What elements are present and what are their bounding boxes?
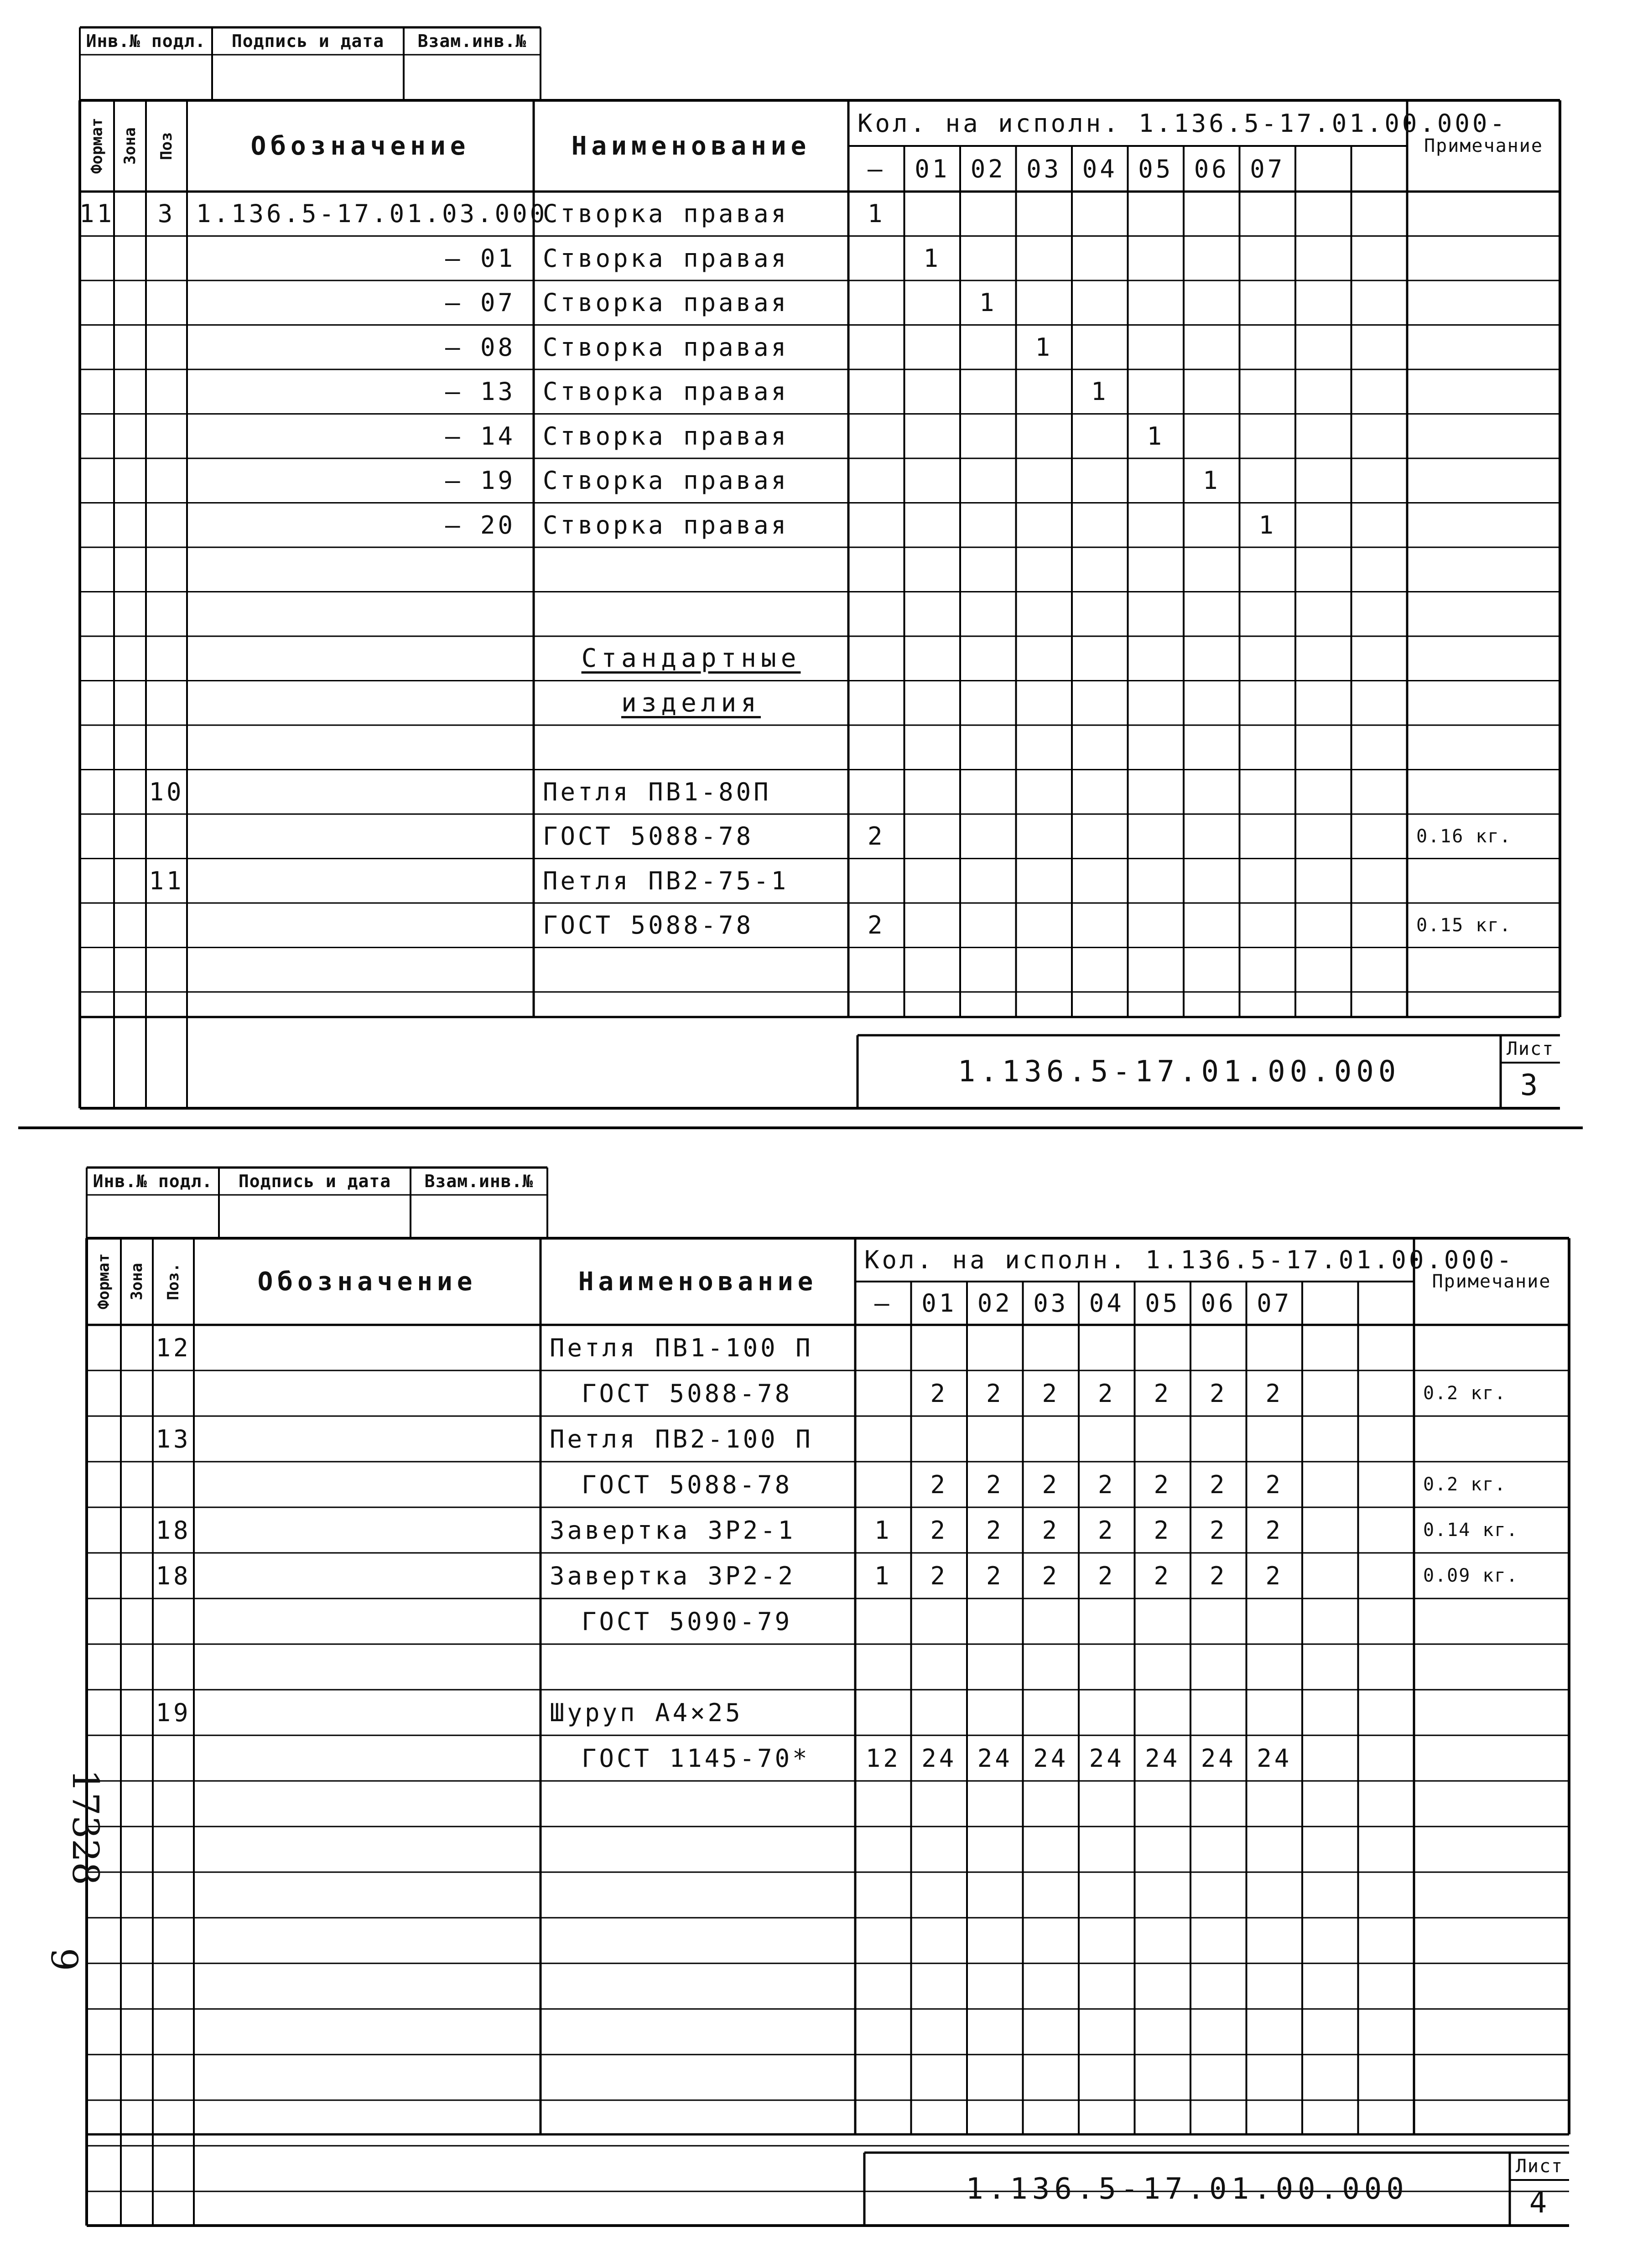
sheet-label: Лист bbox=[1515, 2156, 1564, 2177]
designation-cell: — 20 bbox=[445, 510, 515, 540]
variant-header: 05 bbox=[1138, 154, 1174, 183]
name-header: Наименование bbox=[578, 1266, 818, 1297]
variant-header: 04 bbox=[1089, 1289, 1124, 1318]
name-cell: Шуруп А4×25 bbox=[550, 1698, 743, 1727]
name-cell: Петля ПВ1-100 П bbox=[550, 1333, 813, 1362]
side-note-number: 17328 bbox=[64, 1769, 107, 1885]
qty-cell: 2 bbox=[930, 1470, 948, 1499]
variant-header: 02 bbox=[970, 154, 1006, 183]
pos-cell: 11 bbox=[149, 866, 184, 895]
variant-header: 06 bbox=[1201, 1289, 1236, 1318]
qty-cell: 1 bbox=[874, 1561, 892, 1590]
pos-header: Поз. bbox=[164, 1263, 182, 1300]
pos-cell: 18 bbox=[156, 1561, 191, 1590]
designation-header: Обозначение bbox=[250, 131, 470, 161]
qty-cell: 2 bbox=[1097, 1470, 1116, 1499]
qty-cell: 12 bbox=[865, 1744, 901, 1773]
name-cell: Створка правая bbox=[543, 288, 789, 317]
variant-header: 01 bbox=[915, 154, 950, 183]
qty-cell: 2 bbox=[986, 1515, 1004, 1545]
name-cell: Стандартные bbox=[581, 644, 801, 674]
qty-cell: 1 bbox=[1091, 377, 1109, 406]
qty-cell: 1 bbox=[923, 244, 941, 273]
name-cell: Створка правая bbox=[543, 199, 789, 228]
format-header: Формат bbox=[88, 118, 106, 174]
sheet-separator bbox=[18, 1126, 1583, 1129]
qty-cell: 1 bbox=[1202, 466, 1221, 495]
qty-cell: 2 bbox=[1042, 1379, 1060, 1408]
qty-cell: 2 bbox=[1097, 1515, 1116, 1545]
zone-header: Зона bbox=[128, 1263, 146, 1300]
qty-cell: 24 bbox=[1201, 1744, 1236, 1773]
variant-header: — bbox=[867, 154, 885, 183]
name-cell: Завертка ЗР2-1 bbox=[550, 1515, 796, 1545]
qty-cell: 1 bbox=[1035, 332, 1053, 362]
qty-cell: 24 bbox=[1089, 1744, 1124, 1773]
designation-cell: — 01 bbox=[445, 244, 515, 273]
name-cell: Створка правая bbox=[543, 421, 789, 451]
name-cell: Створка правая bbox=[543, 377, 789, 406]
designation-cell: 1.136.5-17.01.03.000 bbox=[196, 199, 548, 228]
variant-header bbox=[1302, 1282, 1358, 1325]
qty-cell: 2 bbox=[1265, 1515, 1283, 1545]
variant-header: 07 bbox=[1250, 154, 1285, 183]
pos-cell: 12 bbox=[156, 1333, 191, 1362]
variant-header: 01 bbox=[921, 1289, 957, 1318]
qty-title-header: Кол. на исполн. 1.136.5-17.01.00.000- bbox=[858, 109, 1507, 138]
note-cell: 0.09 кг. bbox=[1423, 1565, 1518, 1586]
format-header: Формат bbox=[94, 1253, 113, 1310]
variant-header: 06 bbox=[1194, 154, 1229, 183]
stamp-label: Инв.№ подл. bbox=[93, 1171, 213, 1191]
designation-cell: — 13 bbox=[445, 377, 515, 406]
qty-cell: 24 bbox=[977, 1744, 1013, 1773]
qty-title-header: Кол. на исполн. 1.136.5-17.01.00.000- bbox=[864, 1246, 1514, 1274]
qty-cell: 2 bbox=[986, 1379, 1004, 1408]
qty-cell: 2 bbox=[1209, 1379, 1227, 1408]
stamp-label: Подпись и дата bbox=[238, 1171, 391, 1191]
qty-cell: 2 bbox=[1154, 1379, 1171, 1408]
note-header: Примечание bbox=[1432, 1271, 1551, 1292]
pos-cell: 13 bbox=[156, 1424, 191, 1453]
qty-cell: 2 bbox=[867, 911, 885, 940]
name-cell: ГОСТ 5090-79 bbox=[582, 1607, 793, 1636]
stamp-label: Взам.инв.№ bbox=[417, 31, 527, 51]
qty-cell: 24 bbox=[1257, 1744, 1292, 1773]
side-page-number: 9 bbox=[42, 1948, 85, 1971]
designation-cell: — 08 bbox=[445, 332, 515, 362]
note-cell: 0.16 кг. bbox=[1416, 825, 1512, 847]
qty-cell: 1 bbox=[874, 1515, 892, 1545]
document-code: 1.136.5-17.01.00.000 bbox=[957, 1055, 1401, 1089]
name-cell: Завертка ЗР2-2 bbox=[550, 1561, 796, 1590]
qty-cell: 2 bbox=[1265, 1561, 1283, 1590]
name-cell: ГОСТ 5088-78 bbox=[582, 1379, 793, 1408]
pos-cell: 3 bbox=[157, 199, 176, 228]
qty-cell: 2 bbox=[1097, 1379, 1116, 1408]
name-cell: Петля ПВ2-75-1 bbox=[543, 866, 789, 895]
qty-cell: 2 bbox=[1209, 1561, 1227, 1590]
sheet-number: 3 bbox=[1520, 1069, 1541, 1102]
qty-cell: 24 bbox=[1033, 1744, 1069, 1773]
stamp-label: Инв.№ подл. bbox=[86, 31, 206, 51]
variant-header: 04 bbox=[1082, 154, 1118, 183]
name-cell: Створка правая bbox=[543, 510, 789, 540]
stamp-label: Подпись и дата bbox=[231, 31, 385, 51]
name-cell: ГОСТ 5088-78 bbox=[543, 822, 754, 851]
name-cell: Створка правая bbox=[543, 244, 789, 273]
qty-cell: 1 bbox=[1147, 421, 1164, 451]
name-cell: Створка правая bbox=[543, 466, 789, 495]
name-cell: ГОСТ 5088-78 bbox=[582, 1470, 793, 1499]
name-cell: Створка правая bbox=[543, 332, 789, 362]
pos-header: Поз bbox=[157, 132, 176, 160]
note-cell: 0.14 кг. bbox=[1423, 1520, 1518, 1541]
variant-header: 07 bbox=[1257, 1289, 1292, 1318]
qty-cell: 2 bbox=[1042, 1470, 1060, 1499]
qty-cell: 2 bbox=[1265, 1470, 1283, 1499]
variant-header: 03 bbox=[1026, 154, 1062, 183]
qty-cell: 2 bbox=[1042, 1561, 1060, 1590]
qty-cell: 2 bbox=[986, 1470, 1004, 1499]
note-cell: 0.2 кг. bbox=[1423, 1383, 1507, 1404]
designation-cell: — 19 bbox=[445, 466, 515, 495]
qty-cell: 1 bbox=[979, 288, 997, 317]
format-cell: 11 bbox=[79, 199, 115, 228]
qty-cell: 2 bbox=[1097, 1561, 1116, 1590]
qty-cell: 2 bbox=[1042, 1515, 1060, 1545]
qty-cell: 1 bbox=[867, 199, 885, 228]
qty-cell: 2 bbox=[1265, 1379, 1283, 1408]
zone-header: Зона bbox=[121, 127, 139, 165]
pos-cell: 10 bbox=[149, 777, 184, 806]
name-cell: ГОСТ 5088-78 bbox=[543, 911, 754, 940]
qty-cell: 2 bbox=[986, 1561, 1004, 1590]
name-cell: Петля ПВ2-100 П bbox=[550, 1424, 813, 1453]
document-code: 1.136.5-17.01.00.000 bbox=[966, 2172, 1409, 2206]
name-header: Наименование bbox=[571, 131, 811, 161]
qty-cell: 24 bbox=[921, 1744, 957, 1773]
qty-cell: 2 bbox=[1154, 1561, 1171, 1590]
designation-header: Обозначение bbox=[257, 1266, 477, 1297]
pos-cell: 19 bbox=[156, 1698, 191, 1727]
qty-cell: 2 bbox=[1209, 1470, 1227, 1499]
qty-cell: 2 bbox=[1209, 1515, 1227, 1545]
qty-cell: 1 bbox=[1258, 510, 1276, 540]
designation-cell: — 07 bbox=[445, 288, 515, 317]
sheet-label: Лист bbox=[1506, 1038, 1554, 1059]
note-header: Примечание bbox=[1424, 135, 1543, 156]
variant-header: 05 bbox=[1145, 1289, 1180, 1318]
name-cell: изделия bbox=[621, 688, 761, 718]
variant-header: 02 bbox=[977, 1289, 1013, 1318]
qty-cell: 2 bbox=[930, 1561, 948, 1590]
designation-cell: — 14 bbox=[445, 421, 515, 451]
qty-cell: 2 bbox=[867, 822, 885, 851]
name-cell: Петля ПВ1-80П bbox=[543, 777, 771, 806]
note-cell: 0.15 кг. bbox=[1416, 914, 1512, 936]
name-cell: ГОСТ 1145-70* bbox=[582, 1744, 810, 1773]
qty-cell: 2 bbox=[1154, 1515, 1171, 1545]
note-cell: 0.2 кг. bbox=[1423, 1474, 1507, 1495]
qty-cell: 2 bbox=[930, 1515, 948, 1545]
variant-header bbox=[1358, 1282, 1414, 1325]
qty-cell: 2 bbox=[1154, 1470, 1171, 1499]
qty-cell: 2 bbox=[930, 1379, 948, 1408]
pos-cell: 18 bbox=[156, 1515, 191, 1545]
variant-header: 03 bbox=[1033, 1289, 1069, 1318]
qty-cell: 24 bbox=[1145, 1744, 1180, 1773]
variant-header: — bbox=[874, 1289, 892, 1318]
sheet-number: 4 bbox=[1529, 2186, 1550, 2220]
stamp-label: Взам.инв.№ bbox=[424, 1171, 534, 1191]
